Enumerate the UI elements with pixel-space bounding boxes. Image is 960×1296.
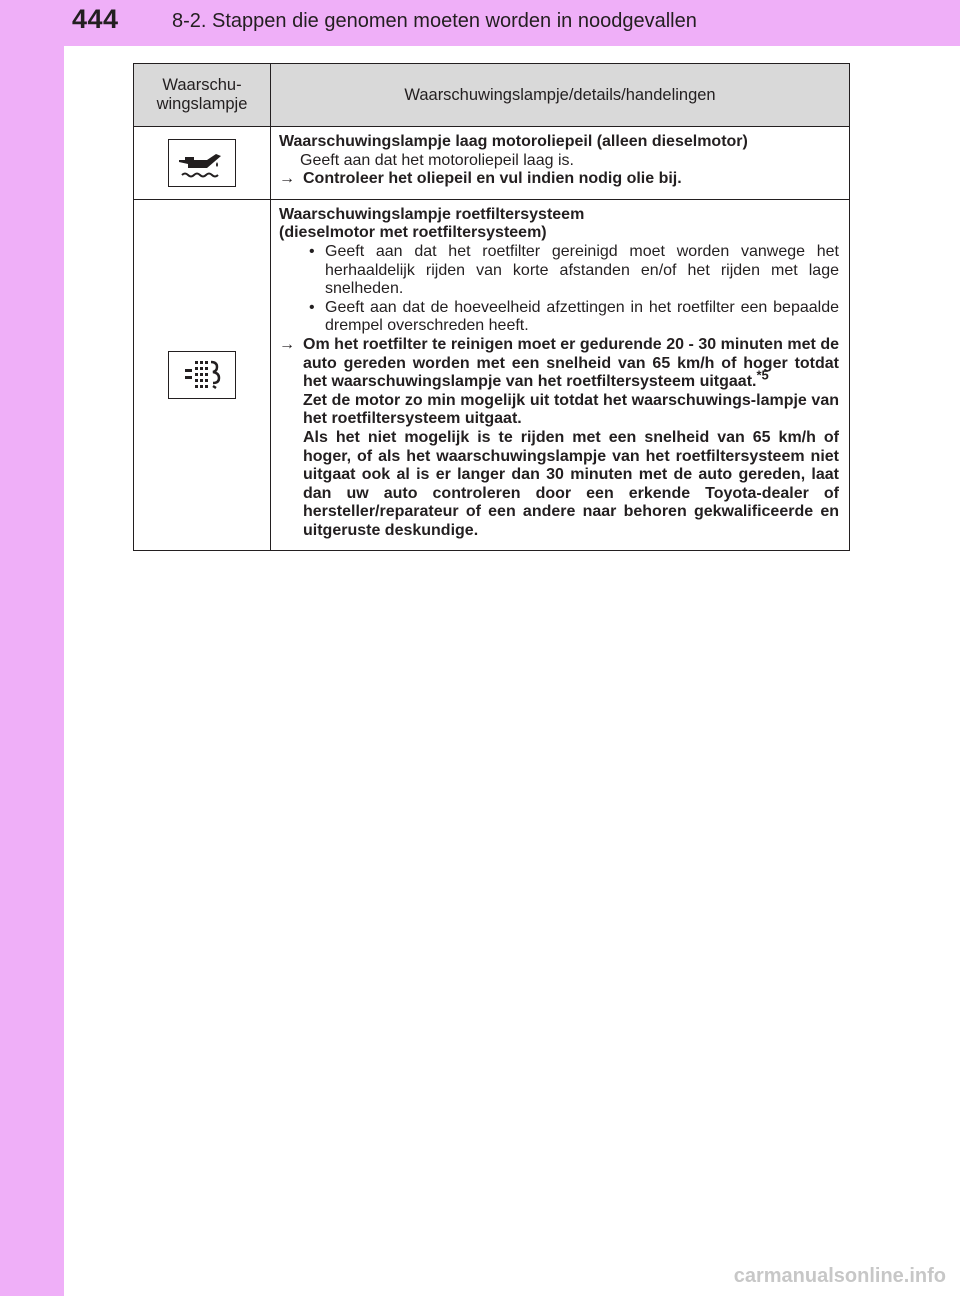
table-row — [134, 127, 850, 200]
bullet-item — [279, 243, 839, 299]
action-block — [303, 336, 839, 541]
warning-title: Waarschuwingslampje laag motoroliepeil (alleen dieselmotor) — [279, 133, 748, 150]
oil-level-warning-icon — [168, 139, 236, 187]
section-sidebar — [0, 0, 64, 1296]
warning-description — [271, 199, 850, 551]
footnote-ref[interactable]: *5 — [756, 367, 769, 383]
bullet-mark: • — [309, 242, 315, 260]
section-title: 8-2. Stappen die genomen moeten worden in noodgevallen — [172, 10, 697, 32]
warning-detail: Geeft aan dat het motoroliepeil laag is. — [300, 151, 574, 169]
icon-cell — [134, 199, 271, 551]
col-header-details: Waarschuwingslampje/details/handelingen — [271, 64, 850, 127]
action-text: Om het roetfilter te reinigen moet er gedurende 20 - 30 minuten met de auto gereden worden met een snelheid van 65 km/h of hoger totdat het waarschuwingslampje van het roetfiltersysteem uitgaat. — [303, 335, 839, 391]
bullet-mark: • — [309, 298, 315, 316]
warning-lights-table — [133, 63, 850, 551]
action-text-2: Zet de motor zo min mogelijk uit totdat het waarschuwings-lampje van het roetfiltersysteem uitgaat. — [303, 391, 839, 428]
table-header-row — [134, 64, 850, 127]
icon-cell — [134, 127, 271, 200]
table-row — [134, 199, 850, 551]
bullet-text: Geeft aan dat het roetfilter gereinigd moet worden vanwege het herhaaldelijk rijden van korte afstanden en/of het rijden met lage snelheden. — [325, 242, 839, 298]
diesel-particulate-filter-icon — [168, 351, 236, 399]
action-text-3: Als het niet mogelijk is te rijden met een snelheid van 65 km/h of hoger, of als het waarschuwingslampje van het roetfiltersysteem niet uitgaat ook al is er langer dan 30 minuten met de auto gereden, laat dan uw auto controleren door een erkende Toyota-dealer of hersteller/reparateur of een andere naar behoren gekwalificeerde en uitgeruste deskundige. — [303, 428, 839, 539]
bullet-item — [279, 299, 839, 336]
arrow-icon: → — [279, 335, 295, 353]
page-number: 444 — [72, 4, 119, 34]
action-text: Controleer het oliepeil en vul indien nodig olie bij. — [303, 170, 682, 188]
warning-title: Waarschuwingslampje roetfiltersysteem — [279, 205, 585, 223]
action-line — [279, 336, 839, 541]
warning-subtitle: (dieselmotor met roetfiltersysteem) — [279, 224, 547, 242]
warning-description — [271, 127, 850, 200]
arrow-icon: → — [279, 170, 295, 188]
action-line — [279, 170, 839, 189]
col-header-lamp: Waarschu- wingslampje — [134, 64, 271, 127]
watermark: carmanualsonline.info — [733, 1265, 946, 1287]
bullet-text: Geeft aan dat de hoeveelheid afzettingen in het roetfilter een bepaalde drempel overschreden heeft. — [325, 298, 839, 335]
